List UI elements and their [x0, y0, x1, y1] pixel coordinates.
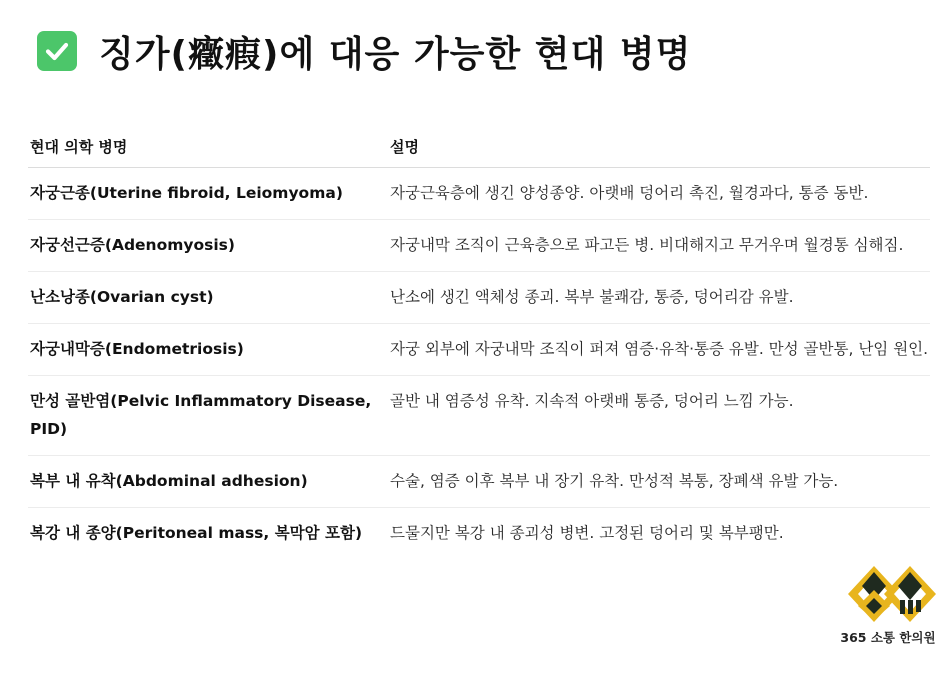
disease-description: 골반 내 염증성 유착. 지속적 아랫배 통증, 덩어리 느낌 가능.: [388, 376, 930, 456]
clinic-logo-mark: [838, 562, 936, 626]
disease-name: 복강 내 종양(Peritoneal mass, 복막암 포함): [30, 524, 363, 542]
disease-description: 드물지만 복강 내 종괴성 병변. 고정된 덩어리 및 복부팽만.: [390, 524, 784, 542]
disease-name: 자궁근종(Uterine fibroid, Leiomyoma): [28, 168, 388, 220]
clinic-logo: [838, 562, 936, 652]
table-row: [28, 376, 930, 456]
disease-name: 자궁내막증(Endometriosis): [28, 324, 388, 376]
table-row: [28, 168, 930, 220]
disease-name: 만성 골반염(Pelvic Inflammatory Disease, PID): [28, 376, 388, 456]
column-header-desc: 설명: [388, 128, 930, 168]
clinic-name: 365 소통 한의원: [840, 630, 936, 645]
page-header: [37, 22, 691, 80]
disease-description: 수술, 염증 이후 복부 내 장기 유착. 만성적 복통, 장폐색 유발 가능.: [388, 456, 930, 508]
table-row: [28, 324, 930, 376]
disease-description: 난소에 생긴 액체성 종괴. 복부 불쾌감, 통증, 덩어리감 유발.: [388, 272, 930, 324]
table-row: [28, 508, 930, 560]
disease-table: [28, 128, 930, 559]
disease-name: 난소낭종(Ovarian cyst): [28, 272, 388, 324]
table-row: [28, 220, 930, 272]
disease-description: 자궁 외부에 자궁내막 조직이 퍼져 염증·유착·통증 유발. 만성 골반통, 난임 원인.: [388, 324, 930, 376]
column-header-name: 현대 의학 병명: [28, 128, 388, 168]
disease-name: 복부 내 유착(Abdominal adhesion): [28, 456, 388, 508]
disease-name: 자궁선근증(Adenomyosis): [28, 220, 388, 272]
disease-description: 자궁내막 조직이 근육층으로 파고든 병. 비대해지고 무거우며 월경통 심해짐.: [388, 220, 930, 272]
page-title: 징가(癥瘕)에 대응 가능한 현대 병명: [99, 33, 692, 75]
table-header-row: [28, 128, 930, 168]
check-mark-icon: [37, 31, 77, 71]
disease-description: 자궁근육층에 생긴 양성종양. 아랫배 덩어리 촉진, 월경과다, 통증 동반.: [388, 168, 930, 220]
table-row: [28, 456, 930, 508]
table-row: [28, 272, 930, 324]
